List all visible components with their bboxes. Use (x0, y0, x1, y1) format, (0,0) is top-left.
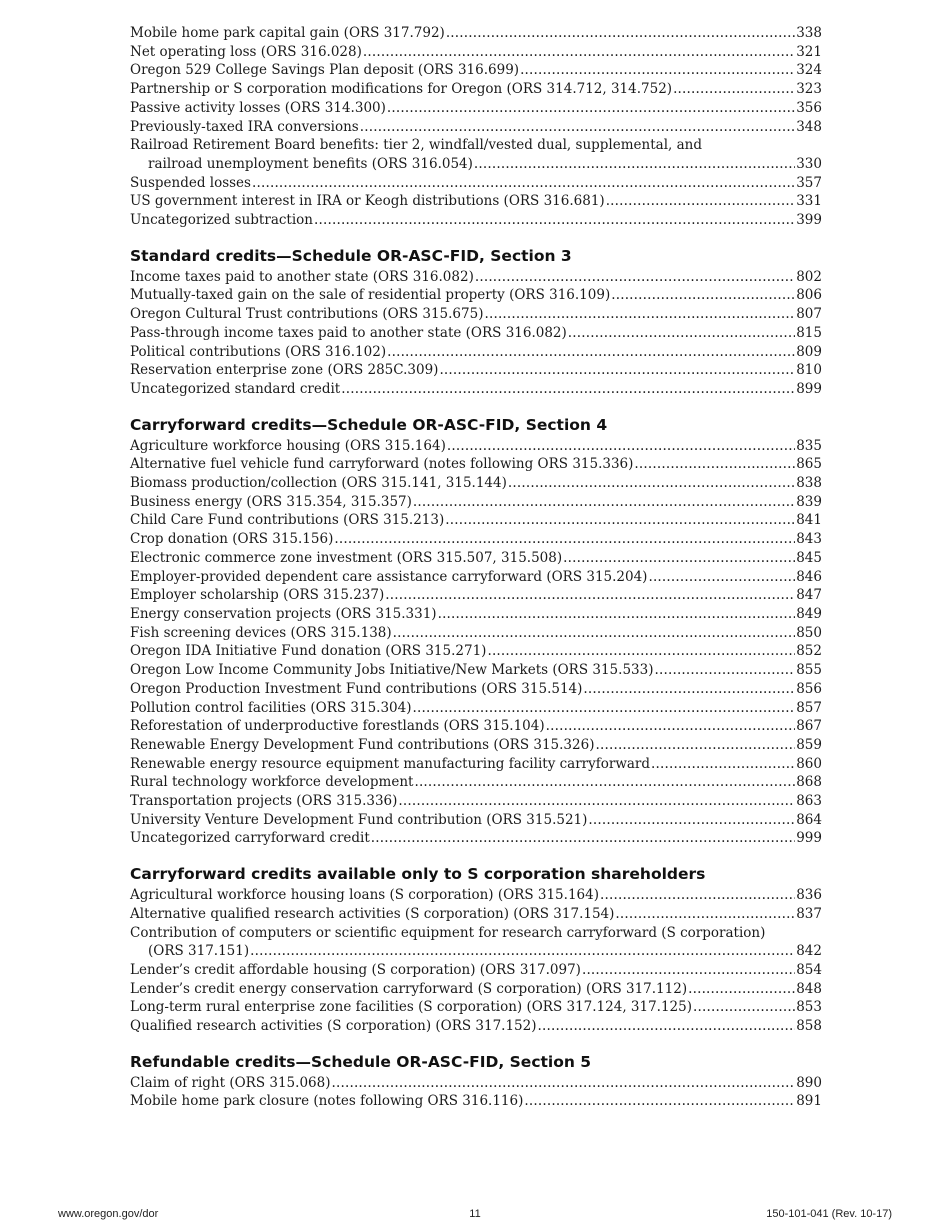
dot-leader (414, 773, 795, 792)
list-item: Oregon IDA Initiative Fund donation (ORS 315.271) ..... 852 (130, 642, 822, 661)
dot-leader (250, 942, 795, 961)
list-item: Pass-through income taxes paid to another state (ORS 316.082) ..... 815 (130, 324, 822, 343)
document-page (130, 24, 822, 1111)
standard-credit-list (130, 268, 822, 399)
list-item: Electronic commerce zone investment (ORS 315.507, 315.508) ..... 845 (130, 549, 822, 568)
dot-leader (582, 961, 795, 980)
dot-leader (693, 998, 795, 1017)
list-item: US government interest in IRA or Keogh distributions (ORS 316.681) ..... 331 (130, 192, 822, 211)
list-item: Child Care Fund contributions (ORS 315.213) ..... 841 (130, 511, 822, 530)
list-item: (ORS 317.151) ..... 842 (130, 942, 822, 961)
list-item: Political contributions (ORS 316.102) ..... 809 (130, 343, 822, 362)
list-item: Partnership or S corporation modifications for Oregon (ORS 314.712, 314.752) ..... 323 (130, 80, 822, 99)
dot-leader (634, 455, 795, 474)
list-item: Business energy (ORS 315.354, 315.357) ..... 839 (130, 493, 822, 512)
dot-leader (520, 61, 795, 80)
dot-leader (524, 1092, 795, 1111)
list-item: Employer-provided dependent care assistance carryforward (ORS 315.204) ..... 846 (130, 568, 822, 587)
dot-leader (446, 24, 795, 43)
footer-form-id: 150-101-041 (Rev. 10-17) (766, 1208, 892, 1220)
list-item: Alternative qualified research activities (S corporation) (ORS 317.154) ..... 837 (130, 905, 822, 924)
dot-leader (393, 624, 796, 643)
list-item: Energy conservation projects (ORS 315.331) ..... 849 (130, 605, 822, 624)
dot-leader (588, 811, 795, 830)
dot-leader (413, 699, 796, 718)
dot-leader (445, 511, 795, 530)
list-item: Mobile home park closure (notes following ORS 316.116) ..... 891 (130, 1092, 822, 1111)
list-item: Income taxes paid to another state (ORS 316.082) ..... 802 (130, 268, 822, 287)
dot-leader (673, 80, 795, 99)
dot-leader (314, 211, 795, 230)
list-item: Mobile home park capital gain (ORS 317.792) ..... 338 (130, 24, 822, 43)
list-item: Renewable Energy Development Fund contributions (ORS 315.326) ..... 859 (130, 736, 822, 755)
list-item-line: Contribution of computers or scientific equipment for research carryforward (S corporation) (130, 924, 766, 941)
list-item: Rural technology workforce development ..... 868 (130, 773, 822, 792)
list-item: Mutually-taxed gain on the sale of residential property (ORS 316.109) ..... 806 (130, 286, 822, 305)
list-item: Biomass production/collection (ORS 315.141, 315.144) ..... 838 (130, 474, 822, 493)
dot-leader (583, 680, 795, 699)
list-item: Oregon Production Investment Fund contributions (ORS 315.514) ..... 856 (130, 680, 822, 699)
list-item: Alternative fuel vehicle fund carryforward (notes following ORS 315.336) ..... 865 (130, 455, 822, 474)
list-item: Oregon 529 College Savings Plan deposit (ORS 316.699) ..... 324 (130, 61, 822, 80)
list-item: Agricultural workforce housing loans (S corporation) (ORS 315.164) ..... 836 (130, 886, 822, 905)
dot-leader (334, 530, 795, 549)
dot-leader (688, 980, 795, 999)
dot-leader (595, 736, 795, 755)
list-item: University Venture Development Fund contribution (ORS 315.521) ..... 864 (130, 811, 822, 830)
list-item: Reservation enterprise zone (ORS 285C.309) ..... 810 (130, 361, 822, 380)
footer-website: www.oregon.gov/dor (58, 1208, 159, 1220)
dot-leader (508, 474, 795, 493)
list-item: Reforestation of underproductive forestlands (ORS 315.104) ..... 867 (130, 717, 822, 736)
dot-leader (538, 1017, 796, 1036)
list-item: Uncategorized standard credit ..... 899 (130, 380, 822, 399)
list-item: Qualified research activities (S corporation) (ORS 317.152) ..... 858 (130, 1017, 822, 1036)
dot-leader (487, 642, 795, 661)
refundable-credit-list (130, 1074, 822, 1111)
dot-leader (360, 118, 795, 137)
list-item: Previously-taxed IRA conversions ..... 348 (130, 118, 822, 137)
dot-leader (651, 755, 795, 774)
list-item: Oregon Cultural Trust contributions (ORS 315.675) ..... 807 (130, 305, 822, 324)
carryforward-credit-list (130, 437, 822, 848)
list-item: Suspended losses ..... 357 (130, 174, 822, 193)
dot-leader (331, 1074, 795, 1093)
list-item: Passive activity losses (ORS 314.300) ..... 356 (130, 99, 822, 118)
list-item: Crop donation (ORS 315.156) ..... 843 (130, 530, 822, 549)
dot-leader (474, 155, 795, 174)
list-item: Pollution control facilities (ORS 315.304) ..... 857 (130, 699, 822, 718)
dot-leader (475, 268, 795, 287)
dot-leader (252, 174, 795, 193)
dot-leader (387, 343, 795, 362)
section-heading-refundable: Refundable credits—Schedule OR-ASC-FID, Section 5 (130, 1052, 592, 1071)
list-item: Long-term rural enterprise zone facilities (S corporation) (ORS 317.124, 317.125) ..... 853 (130, 998, 822, 1017)
section-heading-carryforward: Carryforward credits—Schedule OR-ASC-FID, Section 4 (130, 415, 608, 434)
dot-leader (546, 717, 796, 736)
dot-leader (648, 568, 795, 587)
list-item: Lender’s credit affordable housing (S corporation) (ORS 317.097) ..... 854 (130, 961, 822, 980)
list-item: Uncategorized subtraction ..... 399 (130, 211, 822, 230)
list-item: railroad unemployment benefits (ORS 316.054) ..... 330 (130, 155, 822, 174)
subtraction-list (130, 24, 822, 230)
dot-leader (447, 437, 795, 456)
section-heading-s-corporation: Carryforward credits available only to S corporation shareholders (130, 865, 706, 884)
list-item: Fish screening devices (ORS 315.138) ..... 850 (130, 624, 822, 643)
dot-leader (341, 380, 795, 399)
dot-leader (611, 286, 795, 305)
list-item-line: Railroad Retirement Board benefits: tier 2, windfall/vested dual, supplemental, and (130, 137, 702, 154)
list-item: Transportation projects (ORS 315.336) ..... 863 (130, 792, 822, 811)
s-corporation-credit-list (130, 886, 822, 1036)
list-item: Employer scholarship (ORS 315.237) ..... 847 (130, 586, 822, 605)
dot-leader (413, 493, 795, 512)
dot-leader (600, 886, 795, 905)
list-item: Agriculture workforce housing (ORS 315.164) ..... 835 (130, 437, 822, 456)
list-item: Lender’s credit energy conservation carryforward (S corporation) (ORS 317.112) ..... 848 (130, 980, 822, 999)
list-item: Net operating loss (ORS 316.028) ..... 321 (130, 43, 822, 62)
dot-leader (438, 605, 796, 624)
dot-leader (654, 661, 795, 680)
dot-leader (387, 99, 795, 118)
dot-leader (398, 792, 795, 811)
section-heading-standard: Standard credits—Schedule OR-ASC-FID, Section 3 (130, 246, 572, 265)
dot-leader (363, 43, 795, 62)
dot-leader (371, 829, 795, 848)
dot-leader (615, 905, 795, 924)
dot-leader (439, 361, 795, 380)
dot-leader (484, 305, 795, 324)
list-item: Renewable energy resource equipment manufacturing facility carryforward ..... 860 (130, 755, 822, 774)
list-item: Oregon Low Income Community Jobs Initiative/New Markets (ORS 315.533) ..... 855 (130, 661, 822, 680)
dot-leader (568, 324, 795, 343)
footer-page-number: 11 (469, 1208, 481, 1220)
dot-leader (385, 586, 795, 605)
list-item: Claim of right (ORS 315.068) ..... 890 (130, 1074, 822, 1093)
dot-leader (563, 549, 795, 568)
list-item: Uncategorized carryforward credit ..... 999 (130, 829, 822, 848)
dot-leader (606, 192, 796, 211)
